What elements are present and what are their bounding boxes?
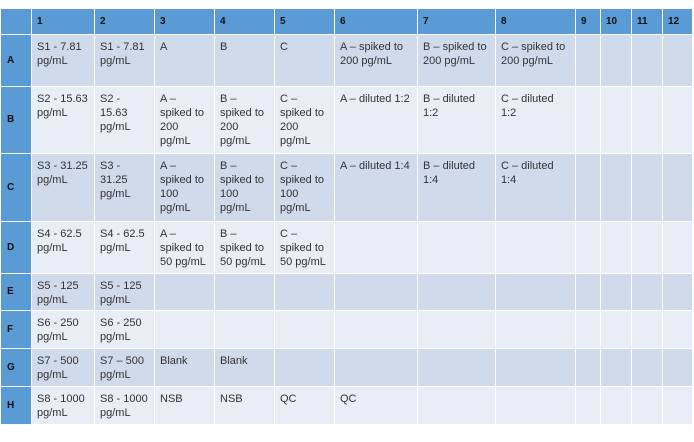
row-header-B: B xyxy=(1,87,32,154)
row-header-G: G xyxy=(1,349,32,387)
well-B4: B – spiked to 200 pg/mL xyxy=(215,87,275,154)
plate-layout-table xyxy=(0,8,693,425)
well-E5 xyxy=(275,274,335,311)
well-F12 xyxy=(663,311,693,349)
column-header-1: 1 xyxy=(32,9,95,35)
well-C7: B – diluted 1:4 xyxy=(418,154,496,222)
column-header-7: 7 xyxy=(418,9,496,35)
column-header-6: 6 xyxy=(335,9,418,35)
well-A1: S1 - 7.81 pg/mL xyxy=(32,35,95,87)
well-D6 xyxy=(335,222,418,274)
well-B2: S2 - 15.63 pg/mL xyxy=(95,87,155,154)
well-F5 xyxy=(275,311,335,349)
plate-row-H xyxy=(1,387,693,425)
column-header-3: 3 xyxy=(155,9,215,35)
column-header-11: 11 xyxy=(632,9,663,35)
row-header-C: C xyxy=(1,154,32,222)
well-H4: NSB xyxy=(215,387,275,425)
well-D11 xyxy=(632,222,663,274)
well-H2: S8 - 1000 pg/mL xyxy=(95,387,155,425)
well-H8 xyxy=(496,387,576,425)
well-B1: S2 - 15.63 pg/mL xyxy=(32,87,95,154)
well-C2: S3 - 31.25 pg/mL xyxy=(95,154,155,222)
well-F10 xyxy=(601,311,632,349)
well-F1: S6 - 250 pg/mL xyxy=(32,311,95,349)
column-header-2: 2 xyxy=(95,9,155,35)
well-D3: A – spiked to 50 pg/mL xyxy=(155,222,215,274)
well-B11 xyxy=(632,87,663,154)
well-H7 xyxy=(418,387,496,425)
well-B8: C – diluted 1:2 xyxy=(496,87,576,154)
well-A7: B – spiked to 200 pg/mL xyxy=(418,35,496,87)
well-F3 xyxy=(155,311,215,349)
plate-row-D xyxy=(1,222,693,274)
well-E4 xyxy=(215,274,275,311)
well-G3: Blank xyxy=(155,349,215,387)
well-D12 xyxy=(663,222,693,274)
well-D4: B – spiked to 50 pg/mL xyxy=(215,222,275,274)
corner-header-cell xyxy=(1,9,32,35)
well-D7 xyxy=(418,222,496,274)
well-D1: S4 - 62.5 pg/mL xyxy=(32,222,95,274)
well-E3 xyxy=(155,274,215,311)
well-B5: C – spiked to 200 pg/mL xyxy=(275,87,335,154)
well-D8 xyxy=(496,222,576,274)
well-D5: C – spiked to 50 pg/mL xyxy=(275,222,335,274)
well-H6: QC xyxy=(335,387,418,425)
well-A12 xyxy=(663,35,693,87)
plate-row-B xyxy=(1,87,693,154)
well-C3: A – spiked to 100 pg/mL xyxy=(155,154,215,222)
column-header-10: 10 xyxy=(601,9,632,35)
well-D2: S4 - 62.5 pg/mL xyxy=(95,222,155,274)
well-F2: S6 - 250 pg/mL xyxy=(95,311,155,349)
well-F11 xyxy=(632,311,663,349)
well-E12 xyxy=(663,274,693,311)
row-header-F: F xyxy=(1,311,32,349)
column-header-12: 12 xyxy=(663,9,693,35)
well-G4: Blank xyxy=(215,349,275,387)
well-F9 xyxy=(576,311,601,349)
plate-row-A xyxy=(1,35,693,87)
well-H1: S8 - 1000 pg/mL xyxy=(32,387,95,425)
well-C11 xyxy=(632,154,663,222)
well-C4: B – spiked to 100 pg/mL xyxy=(215,154,275,222)
well-A5: C xyxy=(275,35,335,87)
well-E9 xyxy=(576,274,601,311)
well-E11 xyxy=(632,274,663,311)
well-D9 xyxy=(576,222,601,274)
well-H9 xyxy=(576,387,601,425)
well-G9 xyxy=(576,349,601,387)
well-A6: A – spiked to 200 pg/mL xyxy=(335,35,418,87)
well-F4 xyxy=(215,311,275,349)
well-A8: C – spiked to 200 pg/mL xyxy=(496,35,576,87)
well-E1: S5 - 125 pg/mL xyxy=(32,274,95,311)
well-E7 xyxy=(418,274,496,311)
well-A11 xyxy=(632,35,663,87)
well-A4: B xyxy=(215,35,275,87)
well-C9 xyxy=(576,154,601,222)
well-E6 xyxy=(335,274,418,311)
well-G8 xyxy=(496,349,576,387)
well-B7: B – diluted 1:2 xyxy=(418,87,496,154)
well-B12 xyxy=(663,87,693,154)
well-H3: NSB xyxy=(155,387,215,425)
well-H12 xyxy=(663,387,693,425)
well-G7 xyxy=(418,349,496,387)
well-G1: S7 - 500 pg/mL xyxy=(32,349,95,387)
column-header-8: 8 xyxy=(496,9,576,35)
well-C6: A – diluted 1:4 xyxy=(335,154,418,222)
column-header-9: 9 xyxy=(576,9,601,35)
row-header-A: A xyxy=(1,35,32,87)
well-G2: S7 – 500 pg/mL xyxy=(95,349,155,387)
well-H11 xyxy=(632,387,663,425)
column-header-4: 4 xyxy=(215,9,275,35)
well-A9 xyxy=(576,35,601,87)
column-header-row xyxy=(1,9,693,35)
well-G11 xyxy=(632,349,663,387)
well-C8: C – diluted 1:4 xyxy=(496,154,576,222)
plate-row-E xyxy=(1,274,693,311)
plate-row-G xyxy=(1,349,693,387)
well-C1: S3 - 31.25 pg/mL xyxy=(32,154,95,222)
well-E8 xyxy=(496,274,576,311)
well-B9 xyxy=(576,87,601,154)
well-C10 xyxy=(601,154,632,222)
row-header-D: D xyxy=(1,222,32,274)
plate-row-C xyxy=(1,154,693,222)
plate-body xyxy=(1,35,693,425)
well-G12 xyxy=(663,349,693,387)
well-G5 xyxy=(275,349,335,387)
well-F6 xyxy=(335,311,418,349)
well-F8 xyxy=(496,311,576,349)
column-header-5: 5 xyxy=(275,9,335,35)
well-C12 xyxy=(663,154,693,222)
row-header-E: E xyxy=(1,274,32,311)
well-B6: A – diluted 1:2 xyxy=(335,87,418,154)
well-H10 xyxy=(601,387,632,425)
well-H5: QC xyxy=(275,387,335,425)
well-G10 xyxy=(601,349,632,387)
row-header-H: H xyxy=(1,387,32,425)
well-C5: C – spiked to 100 pg/mL xyxy=(275,154,335,222)
well-A10 xyxy=(601,35,632,87)
well-G6 xyxy=(335,349,418,387)
well-F7 xyxy=(418,311,496,349)
well-D10 xyxy=(601,222,632,274)
well-B10 xyxy=(601,87,632,154)
well-B3: A – spiked to 200 pg/mL xyxy=(155,87,215,154)
plate-row-F xyxy=(1,311,693,349)
well-E2: S5 - 125 pg/mL xyxy=(95,274,155,311)
well-E10 xyxy=(601,274,632,311)
well-A3: A xyxy=(155,35,215,87)
well-A2: S1 - 7.81 pg/mL xyxy=(95,35,155,87)
